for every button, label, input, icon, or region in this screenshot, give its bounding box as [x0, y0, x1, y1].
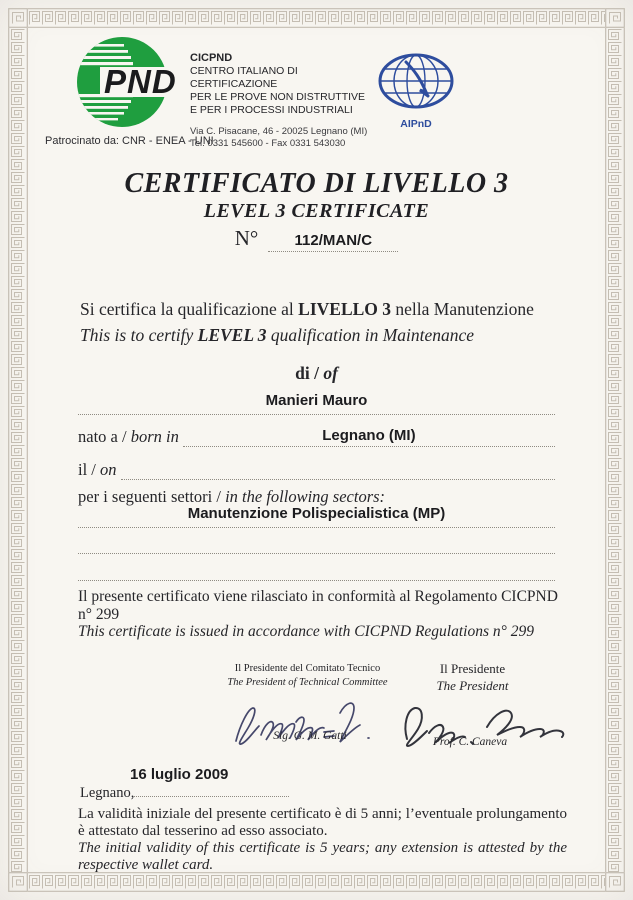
border-corner-tr: [605, 8, 625, 28]
issue-place-line: [134, 783, 289, 797]
pnd-logo-icon: [76, 36, 204, 128]
right-signatory-name: Prof. C. Caneva: [432, 736, 508, 748]
birthplace-field: [78, 425, 555, 447]
right-signatory-titles: [405, 660, 540, 694]
conformity-en: This certificate is issued in accordance with CICPND Regulations n° 299: [78, 623, 534, 640]
sector-field: [78, 505, 555, 528]
certificate-title-en: LEVEL 3 CERTIFICATE: [203, 200, 430, 222]
birthdate-line: [121, 478, 555, 480]
statement-it: Si certifica la qualificazione al LIVELLO 3 nella Manutenzione: [80, 299, 534, 319]
aipnd-globe-icon: [376, 52, 456, 112]
org-phone: Tel. 0331 545600 - Fax 0331 543030: [190, 138, 346, 149]
sectors-label: per i seguenti settori / in the following sectors:: [78, 487, 386, 506]
certificate-number-row: [0, 226, 633, 252]
holder-name-field: [78, 392, 555, 415]
left-title-it: Il Presidente del Comitato Tecnico: [234, 663, 381, 674]
conformity-it: Il presente certificato viene rilasciato in conformità al Regolamento CICPND n° 299: [78, 588, 558, 623]
aipnd-logo: [374, 52, 458, 130]
border-bottom: [28, 872, 605, 892]
birthplace-line: [183, 427, 555, 447]
border-corner-br: [605, 872, 625, 892]
statement-en: This is to certify LEVEL 3 qualification in Maintenance: [80, 325, 475, 345]
org-line-2: PER LE PROVE NON DISTRUTTIVE: [190, 91, 366, 103]
right-title-it: Il Presidente: [439, 661, 506, 676]
empty-sector-line-2: [78, 580, 555, 581]
issue-place-row: [80, 783, 289, 802]
org-line-1: CENTRO ITALIANO DI CERTIFICAZIONE: [190, 65, 298, 90]
validity-en: The initial validity of this certificate is 5 years; any extension is attested by the respective wallet card.: [78, 840, 567, 873]
patronage-line: Patrocinato da: CNR - ENEA - UNI: [45, 135, 214, 147]
birthdate-field: [78, 458, 555, 480]
border-top: [28, 8, 605, 28]
conformity-block: [78, 588, 573, 641]
signature-left-icon: [228, 693, 398, 751]
right-title-en: The President: [436, 678, 509, 693]
statement-it-level: LIVELLO 3: [298, 299, 392, 319]
issue-date: 16 luglio 2009: [130, 766, 229, 783]
number-label: N°: [234, 226, 259, 250]
border-corner-tl: [8, 8, 28, 28]
holder-name: Manieri Mauro: [265, 392, 368, 409]
of-label: di / of: [295, 363, 338, 383]
birthdate-label: il / on: [78, 460, 117, 479]
sector-value: Manutenzione Polispecialistica (MP): [187, 505, 446, 522]
org-identity: [190, 52, 375, 150]
aipnd-label: AIPnD: [400, 118, 432, 130]
left-signatory-titles: [215, 662, 400, 690]
org-line-3: E PER I PROCESSI INDUSTRIALI: [190, 104, 353, 116]
validity-it: La validità iniziale del presente certificato è di 5 anni; l’eventuale prolungamento è attestato dal tesserino ad esso associato.: [78, 806, 567, 839]
statement-block: [80, 296, 573, 348]
certificate-number: 112/MAN/C: [268, 232, 398, 252]
birthplace-label: nato a / born in: [78, 427, 179, 446]
birthplace-value: Legnano (MI): [322, 427, 416, 444]
border-corner-bl: [8, 872, 28, 892]
pnd-logo-text: PND: [104, 63, 177, 100]
left-title-en: The President of Technical Committee: [227, 677, 388, 688]
certificate-title-it: CERTIFICATO DI LIVELLO 3: [124, 168, 509, 199]
issue-place-label: Legnano,: [80, 785, 135, 801]
empty-sector-line-1: [78, 553, 555, 554]
border-left: [8, 28, 28, 872]
validity-block: [78, 806, 567, 874]
org-address: Via C. Pisacane, 46 - 20025 Legnano (MI): [190, 126, 368, 137]
border-right: [605, 28, 625, 872]
org-abbr: CICPND: [190, 52, 233, 64]
left-signatory-name: Sig. G. M. Gatti: [273, 730, 347, 742]
statement-en-level: LEVEL 3: [197, 325, 267, 345]
